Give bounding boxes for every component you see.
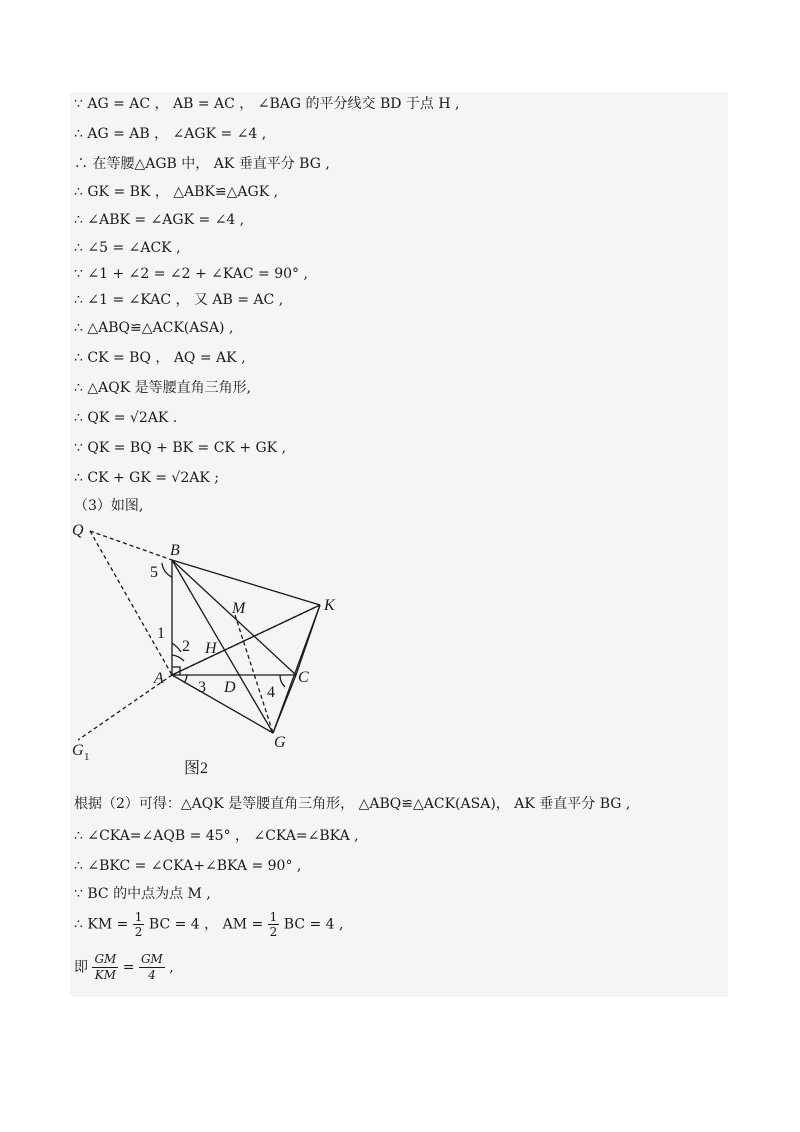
proof-line-17: ∴ ∠CKA=∠AQB = 45° ， ∠CKA=∠BKA ,	[74, 828, 359, 844]
proof-line-4: ∴ GK = BK ， △ABK≌△AGK ,	[74, 184, 279, 200]
proof-line-8: ∴ ∠1 = ∠KAC ， 又 AB = AC ,	[74, 292, 284, 308]
point-label-H: H	[205, 640, 217, 657]
point-label-B: B	[170, 542, 180, 559]
proof-line-12: ∴ QK = √2AK .	[74, 410, 178, 426]
proof-line-13: ∵ QK = BQ + BK = CK + GK ,	[74, 440, 287, 456]
proof-line-14: ∴ CK + GK = √2AK ;	[74, 470, 219, 486]
fraction-1	[133, 910, 145, 939]
fraction-3-num: GM	[94, 952, 117, 966]
subscript-1: 1	[84, 751, 90, 763]
fraction-3-den: KM	[94, 968, 117, 982]
fraction-2	[268, 910, 280, 939]
fraction-3	[92, 952, 118, 983]
fraction-2-num: 1	[269, 910, 278, 924]
angle-label-3: 3	[198, 679, 206, 696]
point-label-Q: Q	[72, 522, 84, 539]
proof-line-5: ∴ ∠ABK = ∠AGK = ∠4 ,	[74, 212, 245, 228]
angle-label-4: 4	[267, 684, 275, 701]
km-end: BC = 4 ,	[283, 916, 344, 933]
ratio-end: ,	[169, 959, 174, 976]
fraction-1-num: 1	[134, 910, 143, 924]
fraction-1-den: 2	[134, 925, 143, 939]
angle-label-1: 1	[157, 625, 165, 642]
fraction-4-num: GM	[140, 952, 163, 966]
ratio-prefix: 即	[74, 959, 88, 976]
km-prefix: ∴ KM =	[74, 916, 129, 933]
proof-line-19: ∵ BC 的中点为点 M ,	[74, 886, 211, 902]
proof-line-1: ∵ AG = AC ， AB = AC ， ∠BAG 的平分线交 BD 于点 H ,	[74, 96, 460, 112]
ratio-line	[74, 952, 174, 992]
point-label-A: A	[154, 670, 164, 687]
proof-line-15: （3）如图,	[74, 498, 144, 514]
proof-line-10: ∴ CK = BQ ， AQ = AK ,	[74, 350, 246, 366]
point-label-G1: G	[72, 742, 84, 759]
point-label-D: D	[224, 679, 236, 696]
geometry-figure	[60, 515, 360, 785]
proof-line-2: ∴ AG = AB ， ∠AGK = ∠4 ,	[74, 126, 267, 142]
point-label-G: G	[274, 734, 286, 751]
km-mid: BC = 4 ， AM =	[148, 916, 264, 933]
point-label-K: K	[324, 597, 335, 614]
proof-line-18: ∴ ∠BKC = ∠CKA+∠BKA = 90° ,	[74, 858, 302, 874]
proof-line-3: ∴ 在等腰△AGB 中， AK 垂直平分 BG ,	[74, 156, 330, 172]
fraction-4	[139, 952, 165, 983]
km-line	[74, 910, 343, 950]
angle-label-2: 2	[182, 638, 190, 655]
figure-caption: 图2	[184, 760, 209, 777]
proof-line-9: ∴ △ABQ≌△ACK(ASA) ,	[74, 320, 234, 336]
fraction-2-den: 2	[269, 925, 278, 939]
point-label-M: M	[232, 600, 246, 617]
point-label-C: C	[298, 669, 309, 686]
angle-label-5: 5	[150, 564, 158, 581]
fraction-4-den: 4	[148, 968, 156, 982]
ratio-eq: =	[122, 959, 135, 976]
proof-line-16: 根据（2）可得：△AQK 是等腰直角三角形， △ABQ≌△ACK(ASA)， AK 垂直平分 BG ,	[74, 796, 631, 812]
proof-line-6: ∴ ∠5 = ∠ACK ,	[74, 240, 181, 256]
proof-line-7: ∵ ∠1 + ∠2 = ∠2 + ∠KAC = 90° ,	[74, 266, 308, 282]
proof-line-11: ∴ △AQK 是等腰直角三角形,	[74, 380, 252, 396]
